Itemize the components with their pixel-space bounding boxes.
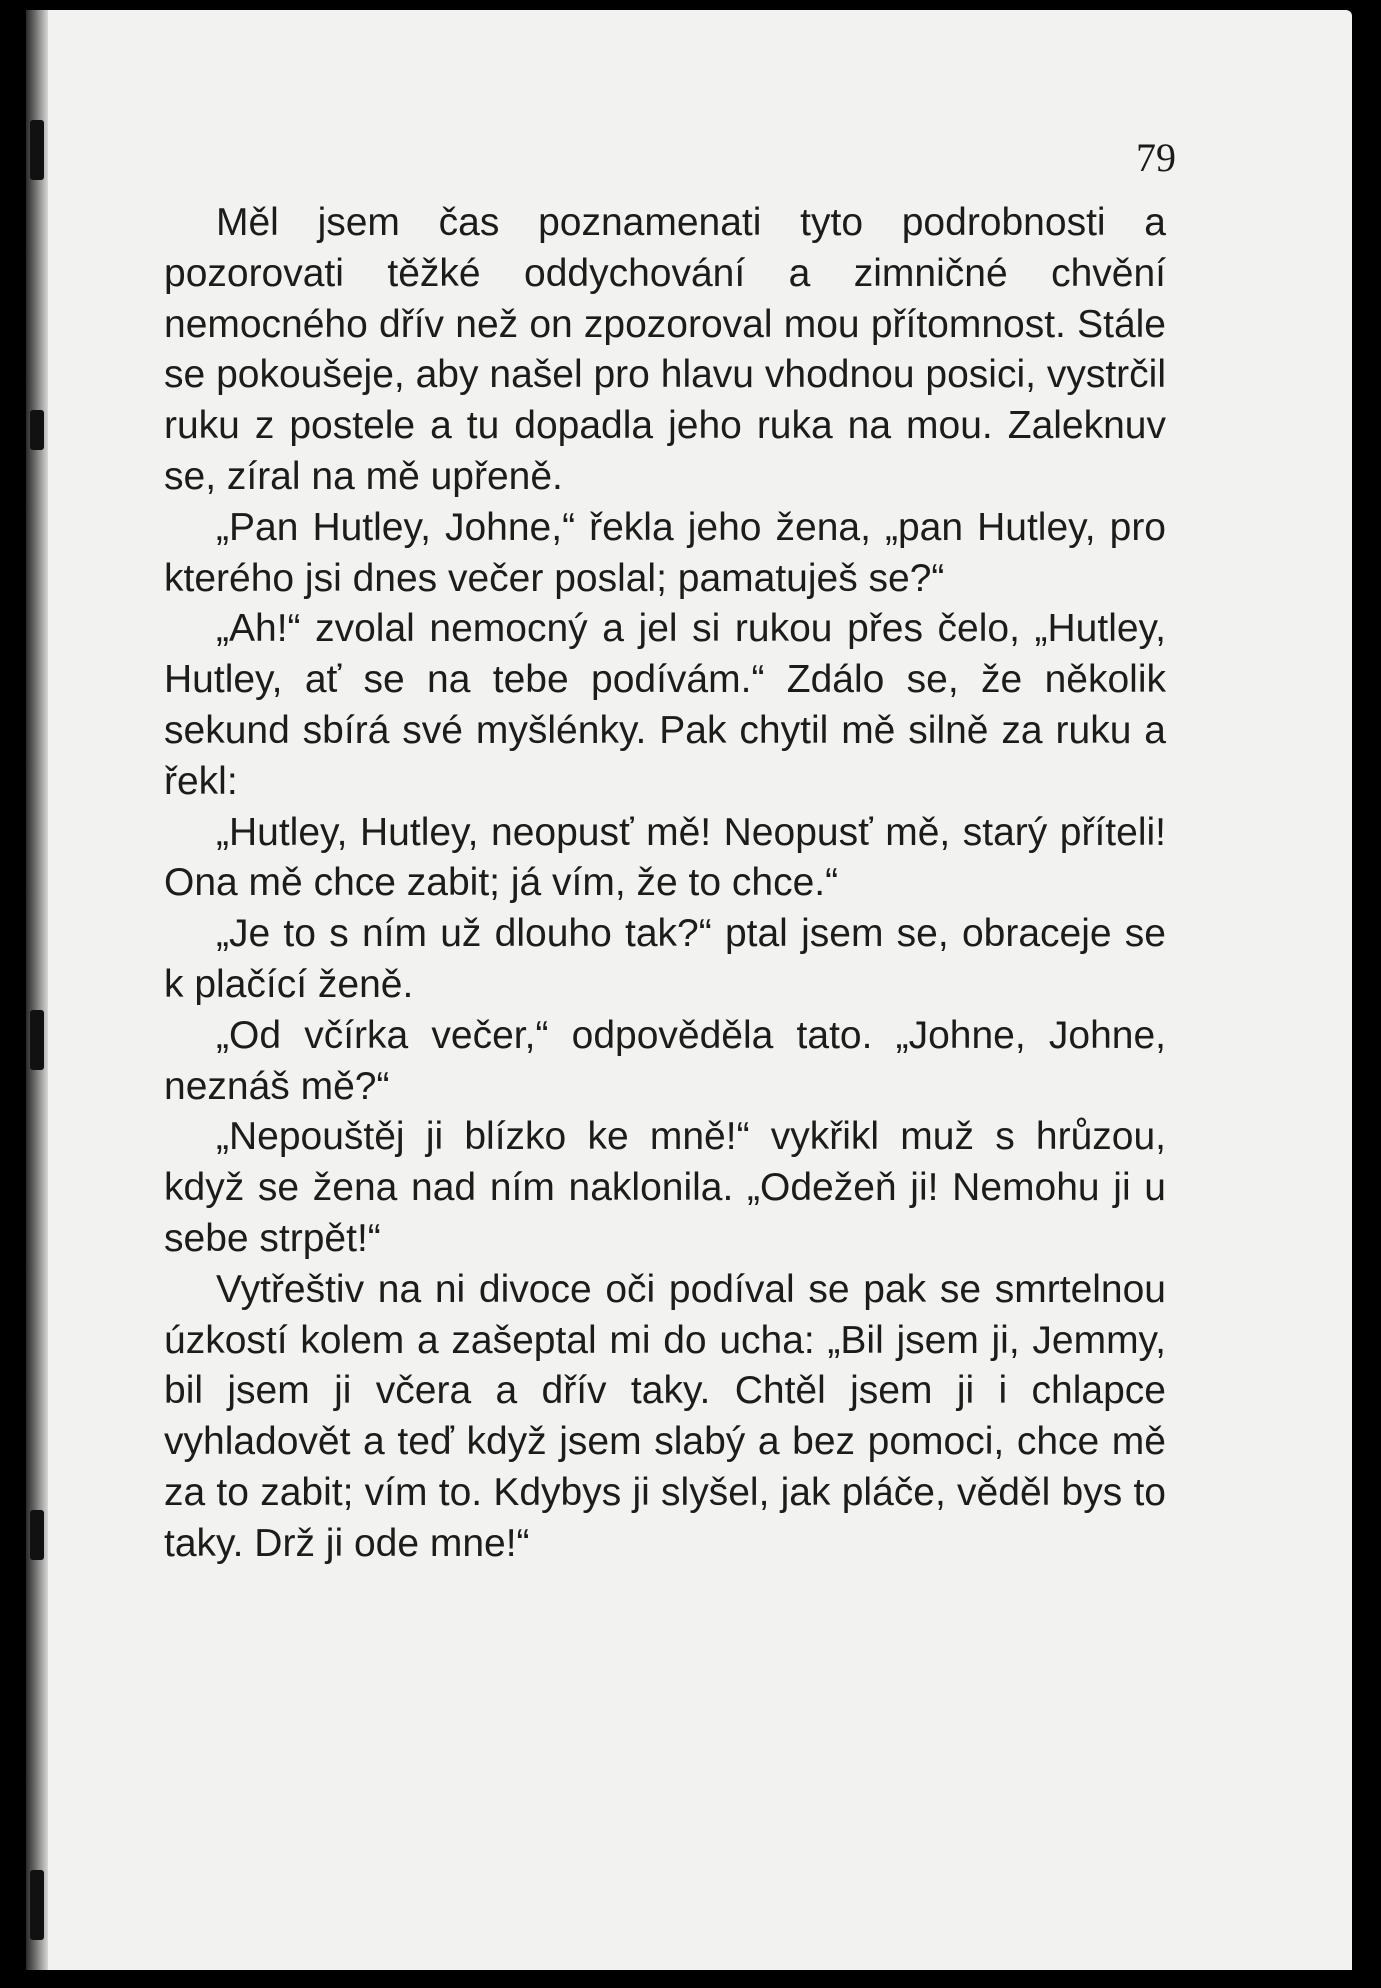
paragraph: „Pan Hutley, Johne,“ řekla jeho žena, „pan Hutley, pro kterého jsi dnes večer poslal; pamatuješ se?“ <box>164 505 1166 600</box>
body-text <box>164 198 1166 1570</box>
edge-mark <box>30 410 44 450</box>
paragraph: „Je to s ním už dlouho tak?“ ptal jsem se, obraceje se k plačící ženě. <box>164 912 1166 1006</box>
edge-mark <box>30 1870 44 1940</box>
edge-mark <box>30 1510 44 1560</box>
paragraph: „Nepouštěj ji blízko ke mně!“ vykřikl muž s hrůzou, když se žena nad ním naklonila. „Odežeň ji! Nemohu ji u sebe strpět!“ <box>164 1115 1166 1260</box>
edge-mark <box>30 1010 44 1070</box>
paragraph: „Od včírka večer,“ odpověděla tato. „Johne, Johne, neznáš mě?“ <box>164 1013 1166 1108</box>
paragraph: „Hutley, Hutley, neopusť mě! Neopusť mě, starý příteli! Ona mě chce zabit; já vím, že to chce.“ <box>164 810 1166 905</box>
paragraph: Měl jsem čas poznamenati tyto podrobnosti a pozorovati těžké oddychování a zimničné chvění nemocného dřív než on zpozoroval mou přítomnost. Stále se pokoušeje, aby našel pro hlavu vhodnou posici, vystrčil ruku z postele a tu dopadla jeho ruka na mou. Zaleknuv se, zíral na mě upřeně. <box>164 201 1166 498</box>
paragraph: „Ah!“ zvolal nemocný a jel si rukou přes čelo, „Hutley, Hutley, ať se na tebe podívám.“ Zdálo se, že několik sekund sbírá své myšlénky. Pak chytil mě silně za ruku a řekl: <box>164 607 1166 803</box>
edge-mark <box>30 120 44 180</box>
page-number: 79 <box>1136 135 1176 180</box>
book-page <box>26 10 1352 1970</box>
page-spine-shadow <box>26 10 48 1970</box>
paragraph: Vytřeštiv na ni divoce oči podíval se pak se smrtelnou úzkostí kolem a zašeptal mi do ucha: „Bil jsem ji, Jemmy, bil jsem ji včera a dřív taky. Chtěl jsem ji i chlapce vyhladovět a teď když jsem slabý a bez pomoci, chce mě za to zabit; vím to. Kdybys ji slyšel, jak pláče, věděl bys to taky. Drž ji ode mne!“ <box>164 1267 1166 1565</box>
